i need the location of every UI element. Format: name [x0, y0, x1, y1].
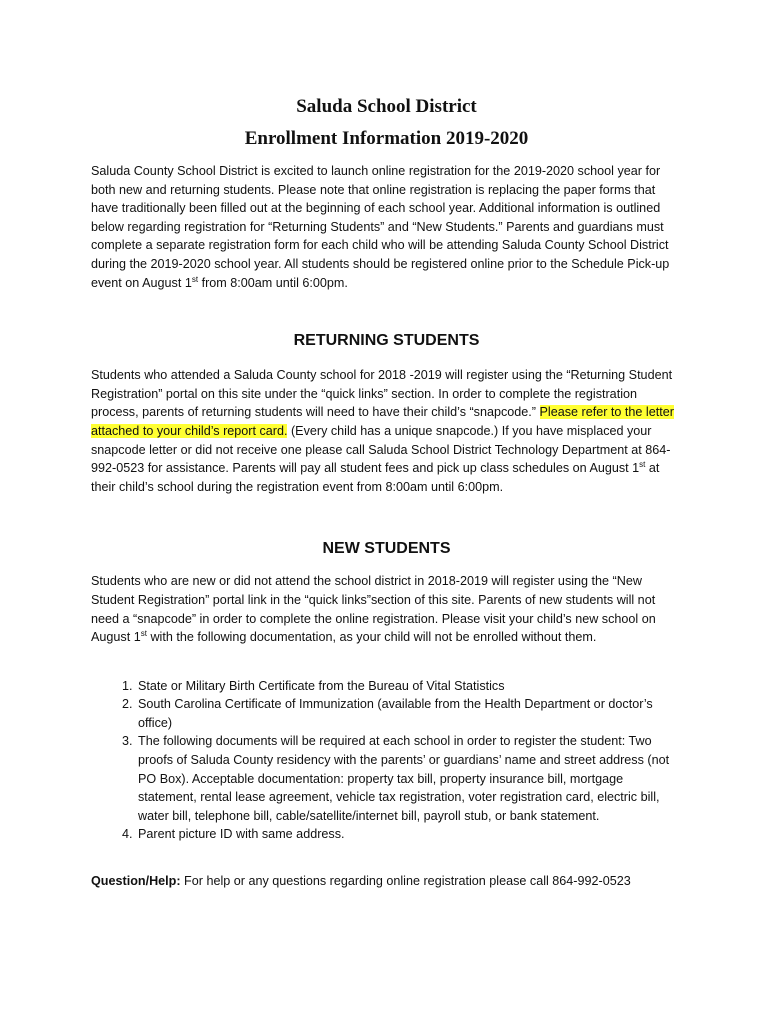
list-item: 4. Parent picture ID with same address. [136, 825, 682, 844]
document-subtitle: Enrollment Information 2019-2020 [244, 128, 529, 149]
new-students-paragraph [91, 572, 682, 646]
returning-highlight: Please refer to the letter attached to your child’s report card. [91, 405, 674, 438]
intro-text-end: from 8:00am until 6:00pm. [198, 275, 348, 290]
returning-students-paragraph [91, 366, 682, 496]
list-item: 2. South Carolina Certificate of Immunization (available from the Health Department or doctor’s office) [136, 695, 682, 732]
list-item: 3. The following documents will be required at each school in order to register the student: Two proofs of Saluda County residency with the parents’ or guardians’ name and street address (not PO Box). Acceptable documentation: property tax bill, property insurance bill, mortgage statement, rental lease agreement, vehicle tax registration, voter registration card, electric bill, water bill, telephone bill, cable/satellite/internet bill, payroll stub, or bank statement. [136, 732, 682, 825]
intro-text: Saluda County School District is excited to launch online registration for the 2019-2020 school year for both new and returning students. Please note that online registration is replacing the paper forms that have traditionally been filled out at the beginning of each school year. Additional information is outlined below regarding registration for “Returning Students” and “New Students.” Parents and guardians must complete a separate registration form for each child who will be attending Saluda County School District during the 2019-2020 school year. All students should be registered online prior to the Schedule Pick-up event on August 1 [91, 164, 670, 290]
documentation-list [91, 677, 682, 844]
document-title: Saluda School District [296, 96, 477, 117]
new-text-2: with the following documentation, as your child will not be enrolled without them. [146, 630, 597, 645]
help-label: Question/Help: [91, 874, 181, 889]
returning-text-3: at their child’s school during the registration event from 8:00am until 6:00pm. [91, 461, 660, 494]
help-text: For help or any questions regarding online registration please call 864-992-0523 [180, 874, 631, 889]
help-line [91, 872, 682, 891]
intro-paragraph [91, 162, 682, 292]
new-superscript: st [140, 628, 147, 638]
new-students-heading: NEW STUDENTS [322, 540, 451, 558]
returning-students-heading: RETURNING STUDENTS [293, 332, 480, 350]
returning-superscript: st [639, 459, 646, 469]
returning-text-2: (Every child has a unique snapcode.) If you have misplaced your snapcode letter or did not receive one please call Saluda School District Technology Department at 864-992-0523 for assistance. Parents will pay all student fees and pick up class schedules on August 1 [91, 423, 671, 476]
new-text-1: Students who are new or did not attend the school district in 2018-2019 will register using the “New Student Registration” portal link in the “quick links”section of this site. Parents of new students will not need a “snapcode” in order to complete the online registration. Please visit your child’s new school on August 1 [91, 574, 656, 645]
list-item: 1. State or Military Birth Certificate from the Bureau of Vital Statistics [136, 677, 682, 696]
returning-text-1: Students who attended a Saluda County school for 2018 -2019 will register using the “Returning Student Registration” portal on this site under the “quick links” section. In order to complete the registration process, parents of returning students will need to have their child’s “snapcode.” [91, 368, 673, 420]
intro-superscript: st [191, 274, 199, 284]
